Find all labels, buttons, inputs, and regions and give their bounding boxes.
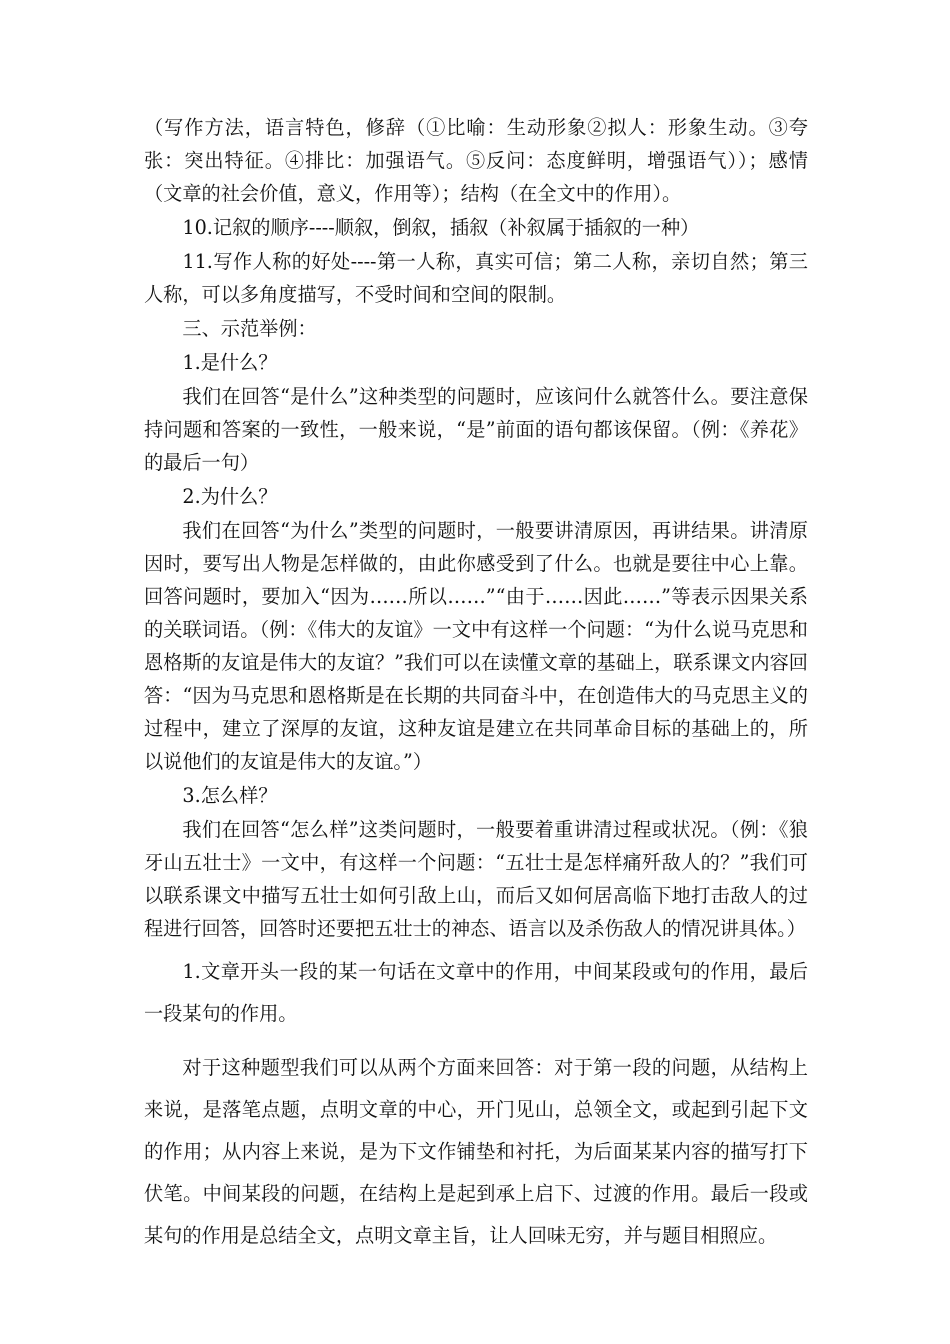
paragraph-how: 我们在回答“怎么样”这类问题时，一般要着重讲清过程或状况。（例：《狼牙山五壮士》一文中，有这样一个问题：“五壮士是怎样痛歼敌人的？”我们可以联系课文中描写五壮士如何引敌上山，而后又如何居高临下地打击敌人的过程进行回答，回答时还要把五壮士的神态、语言以及杀伤敌人的情况讲具体。） xyxy=(144,818,808,940)
subheading-what: 1.是什么？ xyxy=(182,351,278,374)
document-page xyxy=(144,111,808,1257)
paragraph-sentence-function: 1.文章开头一段的某一句话在文章中的作用，中间某段或句的作用，最后一段某句的作用。 xyxy=(144,960,808,1025)
paragraph-narrative-order: 10.记叙的顺序----顺叙，倒叙，插叙（补叙属于插叙的一种） xyxy=(182,216,700,239)
paragraph-narrative-person: 11.写作人称的好处----第一人称，真实可信；第二人称，亲切自然；第三人称，可以多角度描写，不受时间和空间的限制。 xyxy=(144,250,808,306)
paragraph-what: 我们在回答“是什么”这种类型的问题时，应该问什么就答什么。要注意保持问题和答案的一致性，一般来说，“是”前面的语句都该保留。（例：《养花》的最后一句） xyxy=(144,385,808,474)
paragraph-why: 我们在回答“为什么”类型的问题时，一般要讲清原因，再讲结果。讲清原因时，要写出人物是怎样做的，由此你感受到了什么。也就是要往中心上靠。回答问题时，要加入“因为……所以……”“由于……因此……”等表示因果关系的关联词语。（例：《伟大的友谊》一文中有这样一个问题：“为什么说马克思和恩格斯的友谊是伟大的友谊？”我们可以在读懂文章的基础上，联系课文内容回答：“因为马克思和恩格斯是在长期的共同奋斗中，在创造伟大的马克思主义的过程中，建立了深厚的友谊，这种友谊是建立在共同革命目标的基础上的，所以说他们的友谊是伟大的友谊。”） xyxy=(144,519,808,773)
section-heading-examples: 三、示范举例： xyxy=(182,317,317,340)
subheading-why: 2.为什么？ xyxy=(182,485,278,508)
paragraph-writing-methods: （写作方法，语言特色，修辞（①比喻：生动形象②拟人：形象生动。③夸张：突出特征。④排比：加强语气。⑤反问：态度鲜明，增强语气））；感情（文章的社会价值，意义，作用等）；结构（在全文中的作用）。 xyxy=(144,116,808,205)
subheading-how: 3.怎么样？ xyxy=(182,784,278,807)
paragraph-answer-method: 对于这种题型我们可以从两个方面来回答：对于第一段的问题，从结构上来说，是落笔点题，点明文章的中心，开门见山，总领全文，或起到引起下文的作用；从内容上来说，是为下文作铺垫和衬托，为后面某某内容的描写打下伏笔。中间某段的问题，在结构上是起到承上启下、过渡的作用。最后一段或某句的作用是总结全文，点明文章主旨，让人回味无穷，并与题目相照应。 xyxy=(144,1056,808,1247)
